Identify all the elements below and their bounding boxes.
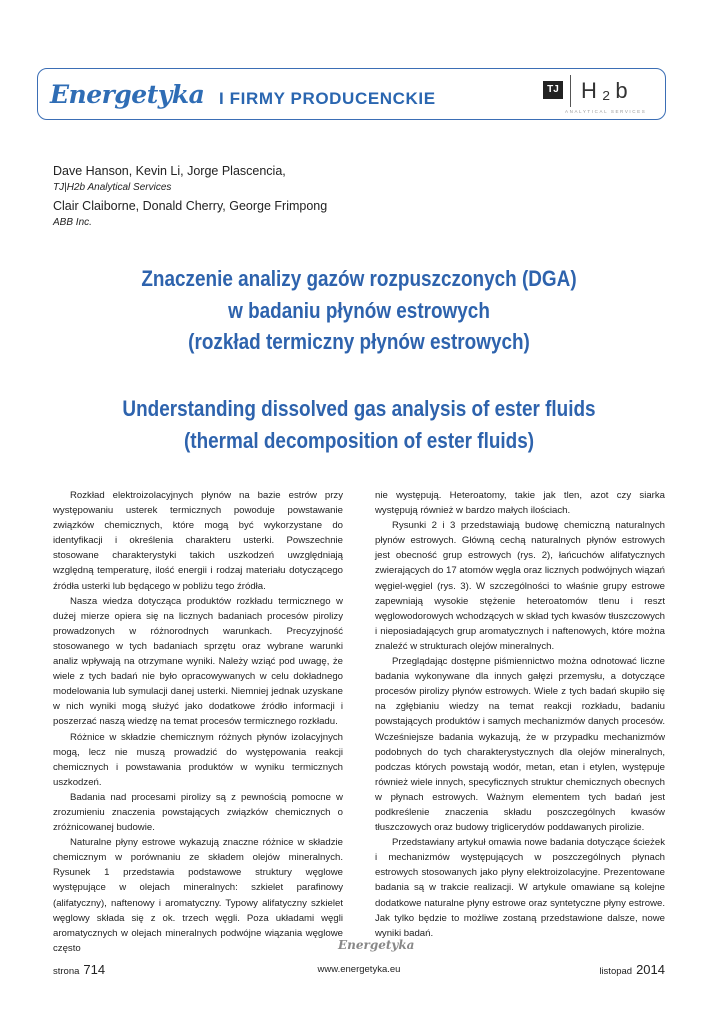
energetyka-logo: Energetyka xyxy=(50,80,205,109)
footer-date xyxy=(599,962,665,977)
section-title: I FIRMY PRODUCENCKIE xyxy=(219,89,436,108)
authors-line-1: Dave Hanson, Kevin Li, Jorge Plascencia, xyxy=(53,164,286,178)
footer-url[interactable]: www.energetyka.eu xyxy=(317,964,401,975)
paragraph: nie występują. Heteroatomy, takie jak tlen, azot czy siarka występują również w bardzo małych ilościach. xyxy=(375,490,665,517)
page-label: strona xyxy=(53,966,80,977)
affiliation-2: ABB Inc. xyxy=(53,217,92,228)
paragraph: Naturalne płyny estrowe wykazują znaczne różnice w składzie chemicznym w porównaniu ze składem olejów mineralnych. Rysunek 1 przedstawia podstawowe struktury węglowe występujące w olejach mineralnych: szkielet parafinowy (alifatyczny), naftenowy i aromatyczny. Typowy alifatyczny szkielet węglowy składa się z ok. trzech węgli. Poza układami węgli aromatycznych w olejach mineralnych podwójne wiązania węglowe często xyxy=(53,837,343,954)
body-column-right xyxy=(375,488,665,941)
h2b-subtitle: ANALYTICAL SERVICES xyxy=(565,109,647,114)
logo-divider xyxy=(570,75,571,107)
footer-logo: Energetyka xyxy=(338,938,415,952)
title-pl-line: Znaczenie analizy gazów rozpuszczonych (DGA) xyxy=(141,266,577,291)
paragraph: Nasza wiedza dotycząca produktów rozkładu termicznego w dużej mierze opiera się na licznych badaniach procesów pirolizy prowadzonych w różnorodnych warunkach. Precyzyjność stosowanego w tych badaniach sprzętu oraz wybrane warunki analiz wpływają na otrzymane wyniki. Należy wziąć pod uwagę, że wiele z tych badań nie było opracowywanych w celu dokładnego modelowania lub symulacji danej usterki. Niemniej jednak uzyskane w nich wyniki mogą służyć jako dodatkowe źródło informacji i poszerzać naszą wiedzę na temat procesów termicznego rozkładu. xyxy=(53,595,343,728)
paragraph: Przeglądając dostępne piśmiennictwo można odnotować liczne badania wykonywane dla innych gałęzi przemysłu, a dotyczące procesów pirolizy płynów estrowych. Wiele z tych badań skupiło się na zgłębianiu wiedzy na temat reakcji rozkładu, badaniu powstających produktów i samych mechanizmów danych procesów. Wcześniejsze badania wykazują, że w przypadku mechanizmów podobnych do tych charakterystycznych dla olejów mineralnych, podczas których powstają wodór, metan, etan i etylen, występuje również wiele innych, specyficznych struktur chemicznych obecnych w płynach estrowych. Ważnym elementem tych badań jest podkreślenie znaczenia składu poszczególnych kwasów tłuszczowych oraz budowy triglicerydów poddawanych pirolizie. xyxy=(375,656,665,834)
paragraph: Rysunki 2 i 3 przedstawiają budowę chemiczną naturalnych płynów estrowych. Główną cechą naturalnych płynów estrowych jest obecność grup estrowych (rys. 2), łańcuchów alifatycznych zwierających do 17 atomów węgla oraz licznych podwójnych wiązań węgiel-węgiel (rys. 3). W szczególności to właśnie grupy estrowe zapewniają wysokie stężenie heteroatomów tlenu i reszt węglowodorowych wchodzących w skład tych kwasów tłuszczowych i nieposiadających grup aromatycznych i naftenowych, które można znaleźć w strukturach olejów mineralnych. xyxy=(375,520,665,652)
tj-mark: TJ xyxy=(543,81,563,99)
authors-line-2: Clair Claiborne, Donald Cherry, George Frimpong xyxy=(53,199,328,213)
title-en-line: Understanding dissolved gas analysis of ester fluids xyxy=(122,396,596,421)
title-en-line: (thermal decomposition of ester fluids) xyxy=(183,427,535,453)
paragraph: Różnice w składzie chemicznym różnych płynów izolacyjnych mogą, lecz nie muszą prowadzić do występowania reakcji chemicznych i powstawania produktów w wyniku termicznych uszkodzeń. xyxy=(53,731,343,788)
affiliation-1: TJ|H2b Analytical Services xyxy=(53,182,172,193)
issue-month: listopad xyxy=(599,966,633,977)
title-polish xyxy=(50,263,667,358)
h2b-mark: H₂b xyxy=(581,78,633,103)
title-pl-line: (rozkład termiczny płynów estrowych) xyxy=(188,329,530,354)
body-column-left xyxy=(53,488,343,956)
issue-year: 2014 xyxy=(636,962,665,977)
title-pl-line: w badaniu płynów estrowych xyxy=(228,297,490,323)
paragraph: Rozkład elektroizolacyjnych płynów na bazie estrów przy występowaniu usterek termicznych powoduje powstawanie związków chemicznych, które mogą być wykorzystane do identyfikacji i określenia charakteru usterki. Powszechnie stosowane charakterystyki takich uszkodzeń uwzględniają względną temperaturę, ilość energii i rodzaj materiału dotyczącego źródła usterki lub będącego w pobliżu tego źródła. xyxy=(53,490,343,592)
page-number: 714 xyxy=(83,962,106,977)
title-english xyxy=(50,393,667,456)
tj-h2b-logo xyxy=(543,73,655,117)
paragraph: Przedstawiany artykuł omawia nowe badania dotyczące ścieżek i mechanizmów występujących w poszczególnych płynach estrowych stosowanych jako płyny elektroizolacyjne. Prezentowane badania są w trakcie realizacji. W artykule omawiane są kolejne dodatkowe naturalne płyny estrowe oraz syntetyczne płyny estrowe. Jak tylko będzie to możliwe zostaną przedstawione dalsze, nowe wyniki badań. xyxy=(375,837,665,939)
paragraph: Badania nad procesami pirolizy są z pewnością pomocne w zrozumieniu znaczenia powstających związków chemicznych o zróżnicowanej budowie. xyxy=(53,791,343,834)
